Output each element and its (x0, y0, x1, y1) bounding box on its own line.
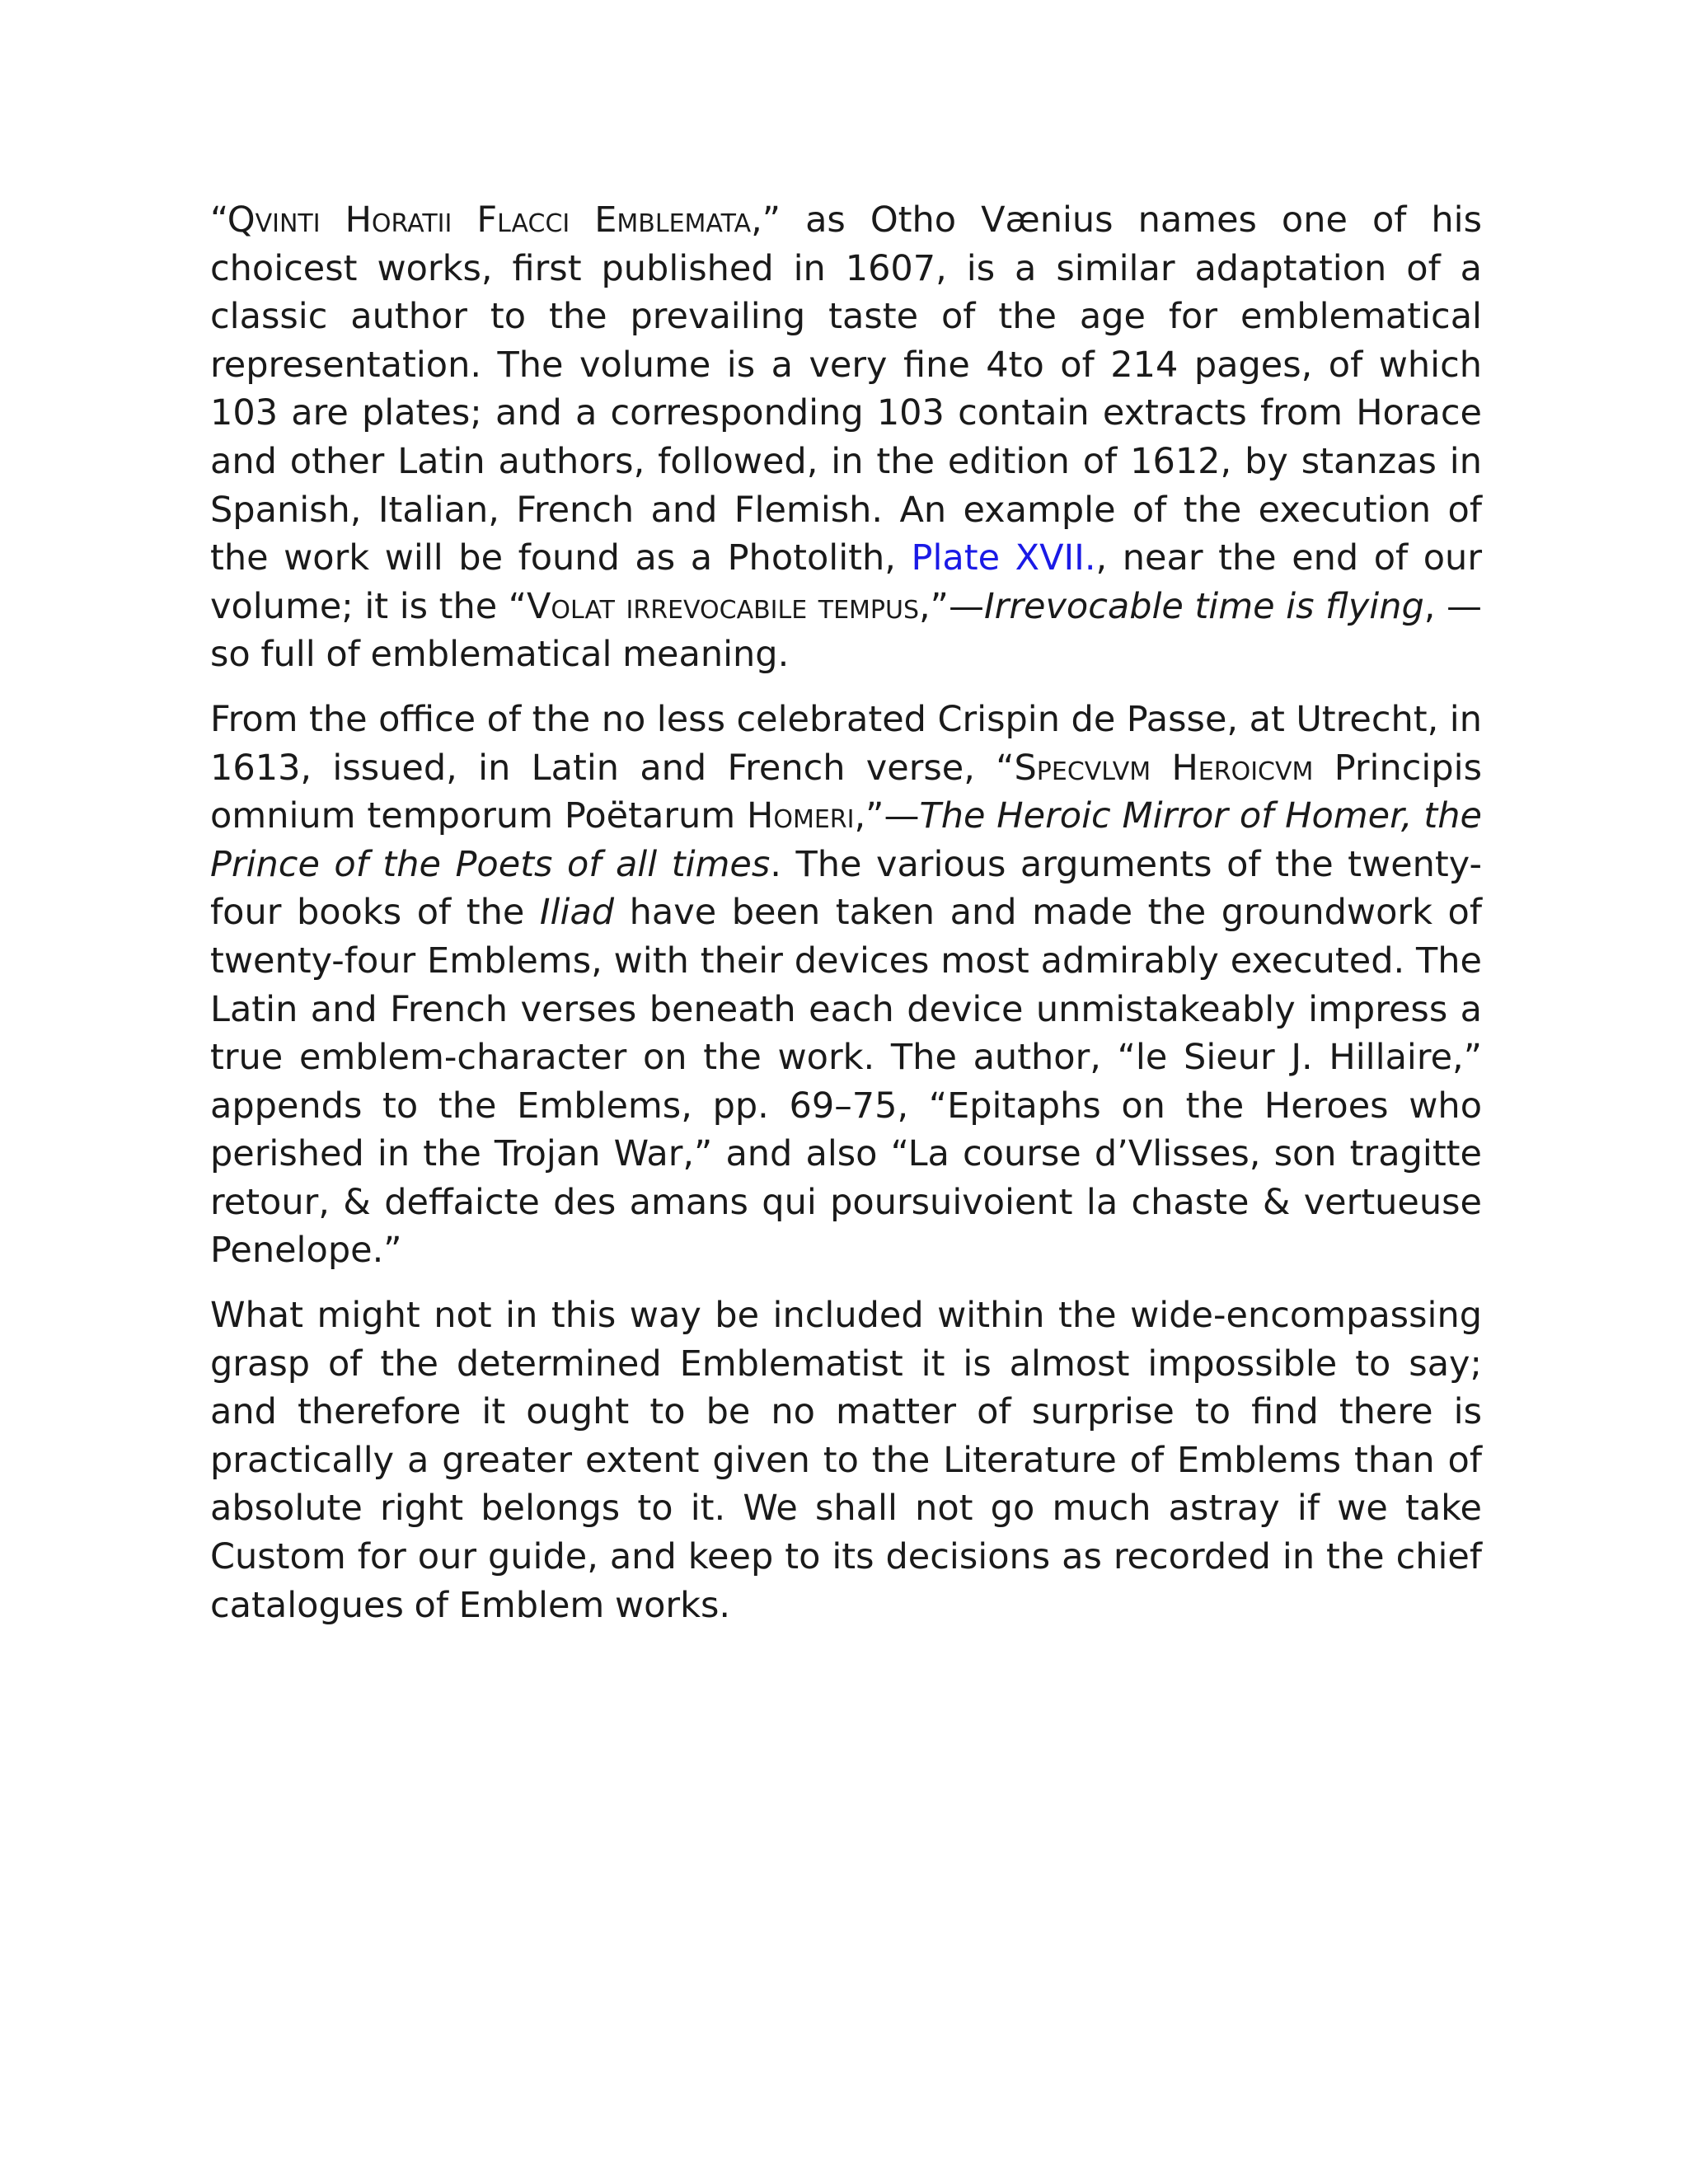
translation-heroic-mirror: The Heroic Mirror of Homer, the Prince of the Poets of all times (210, 795, 1482, 885)
text-run: , near the end of our volume; it is the (210, 537, 1482, 627)
document-page (210, 196, 1482, 1646)
paragraph-emblematist (210, 1291, 1482, 1629)
title-specvlvm-heroicvm: “Specvlvm Heroicvm (996, 747, 1314, 789)
text-run: What might not in this way be included within the wide-encompassing grasp of the determined Emblematist it is almost impossible to say; and therefore it ought to be no matter of surprise to find there is practically a greater extent given to the Literature of Emblems than of absolute right belongs to it. We shall not go much astray if we take Custom for our guide, and keep to its decisions as recorded in the chief catalogues of Emblem works. (210, 1295, 1482, 1626)
dash: — (884, 795, 920, 837)
text-run: From the office of the no less celebrated Crispin de Passe, at Utrecht, in 1613, issued, in Latin and French verse, (210, 698, 1482, 789)
text-run: have been taken and made the groundwork of twenty-four Emblems, with their devices most admirably executed. The Latin and French verses beneath each device unmistakeably impress a true emblem-character on the work. The author, “le Sieur J. Hillaire,” appends to the Emblems, pp. 69–75, “Epitaphs on the Heroes who perished in the Trojan War,” and also “La course d’Vlisses, son tragitte retour, & deffaicte des amans qui poursuivoient la chaste & vertueuse Penelope.” (210, 892, 1482, 1272)
text-run: . The various arguments of the twenty-four books of the (210, 843, 1482, 934)
dash: — (948, 585, 984, 627)
plate-xvii-link[interactable]: Plate XVII. (911, 537, 1096, 579)
paragraph-horace-emblemata (210, 196, 1482, 679)
motto-volat-irrevocabile: “Volat irrevocabile tempus,” (508, 585, 949, 627)
title-iliad: Iliad (539, 892, 615, 934)
title-homeri: Homeri,” (747, 795, 884, 837)
text-run: Principis omnium temporum Poëtarum (210, 747, 1482, 837)
text-run: , —so full of emblematical meaning. (210, 585, 1483, 676)
text-run: as Otho Vænius names one of his choicest works, first published in 1607, is a similar adaptation of a classic author to the prevailing taste of the age for emblematical representation. The volume is a very fine 4to of 214 pages, of which 103 are plates; and a corresponding 103 contain extracts from Horace and other Latin authors, followed, in the edition of 1612, by stanzas in Spanish, Italian, French and Flemish. An example of the execution of the work will be found as a Photolith, (210, 199, 1482, 579)
paragraph-crispin-de-passe (210, 696, 1482, 1275)
title-qvinti-horatii: “Qvinti Horatii Flacci Emblemata,” (210, 199, 781, 241)
translation-irrevocable-time: Irrevocable time is flying (983, 585, 1424, 627)
